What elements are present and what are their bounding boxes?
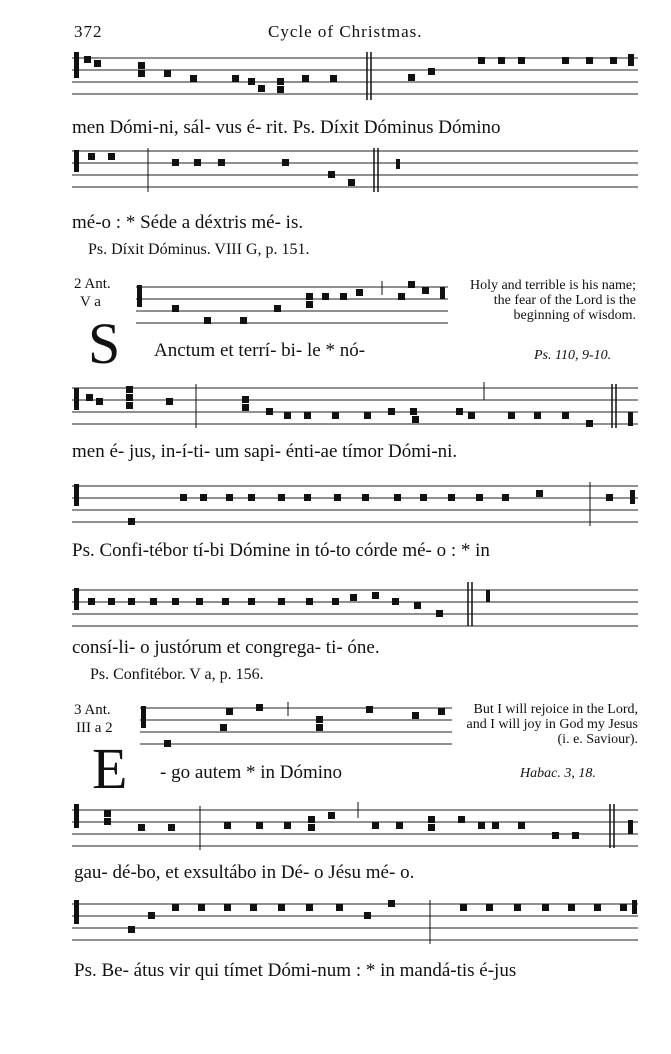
music-staff <box>72 146 638 196</box>
music-staff <box>140 698 452 752</box>
music-staff <box>72 800 638 852</box>
lyric-line-4: Ps. Confi-tébor tí-bi Dómine in tó-to córde mé- o : * in <box>72 540 490 561</box>
antiphon-number: 2 Ant. <box>74 276 111 292</box>
lyric-line-6: gau- dé-bo, et exsultábo in Dé- o Jésu mé- o. <box>74 862 415 883</box>
lyric-line-5: consí-li- o justórum et congrega- ti- óne. <box>72 637 380 658</box>
translation-text: Holy and terrible is his name; the fear of the Lord is the beginning of wisdom. <box>469 278 636 323</box>
lyric-line-7: Ps. Be- átus vir qui tímet Dómi-num : * in mandá-tis é-jus <box>74 960 517 981</box>
initial-letter: E <box>92 736 128 801</box>
music-staff <box>72 378 638 430</box>
psalm-reference: Ps. Confitébor. V a, p. 156. <box>90 666 264 683</box>
music-staff <box>72 48 638 110</box>
antiphon-mode: V a <box>80 294 101 310</box>
psalm-reference: Ps. Díxit Dóminus. VIII G, p. 151. <box>88 241 310 258</box>
antiphon-number: 3 Ant. <box>74 702 111 718</box>
music-staff <box>136 275 448 329</box>
lyric-line-2: mé-o : * Séde a déxtris mé- is. <box>72 212 304 233</box>
running-title: Cycle of Christmas. <box>268 22 423 41</box>
music-staff <box>72 894 638 946</box>
translation-text: But I will rejoice in the Lord, and I will joy in God my Jesus (i. e. Saviour). <box>466 702 638 747</box>
initial-letter: S <box>88 311 121 376</box>
lyric-line-3: men é- jus, in-í-ti- um sapi- énti-ae tímor Dómi-ni. <box>72 441 458 462</box>
music-staff <box>72 478 638 528</box>
scripture-citation: Ps. 110, 9-10. <box>534 348 612 363</box>
antiphon-mode: III a 2 <box>76 720 113 736</box>
music-staff <box>72 578 638 628</box>
antiphon-lyric: - go autem * in Dómino <box>160 762 343 783</box>
page-number: 372 <box>74 22 103 41</box>
lyric-line-1: men Dómi-ni, sál- vus é- rit. Ps. Díxit Dóminus Dómino <box>72 117 501 138</box>
scripture-citation: Habac. 3, 18. <box>520 766 596 781</box>
antiphon-lyric: Anctum et terrí- bi- le * nó- <box>154 340 366 361</box>
